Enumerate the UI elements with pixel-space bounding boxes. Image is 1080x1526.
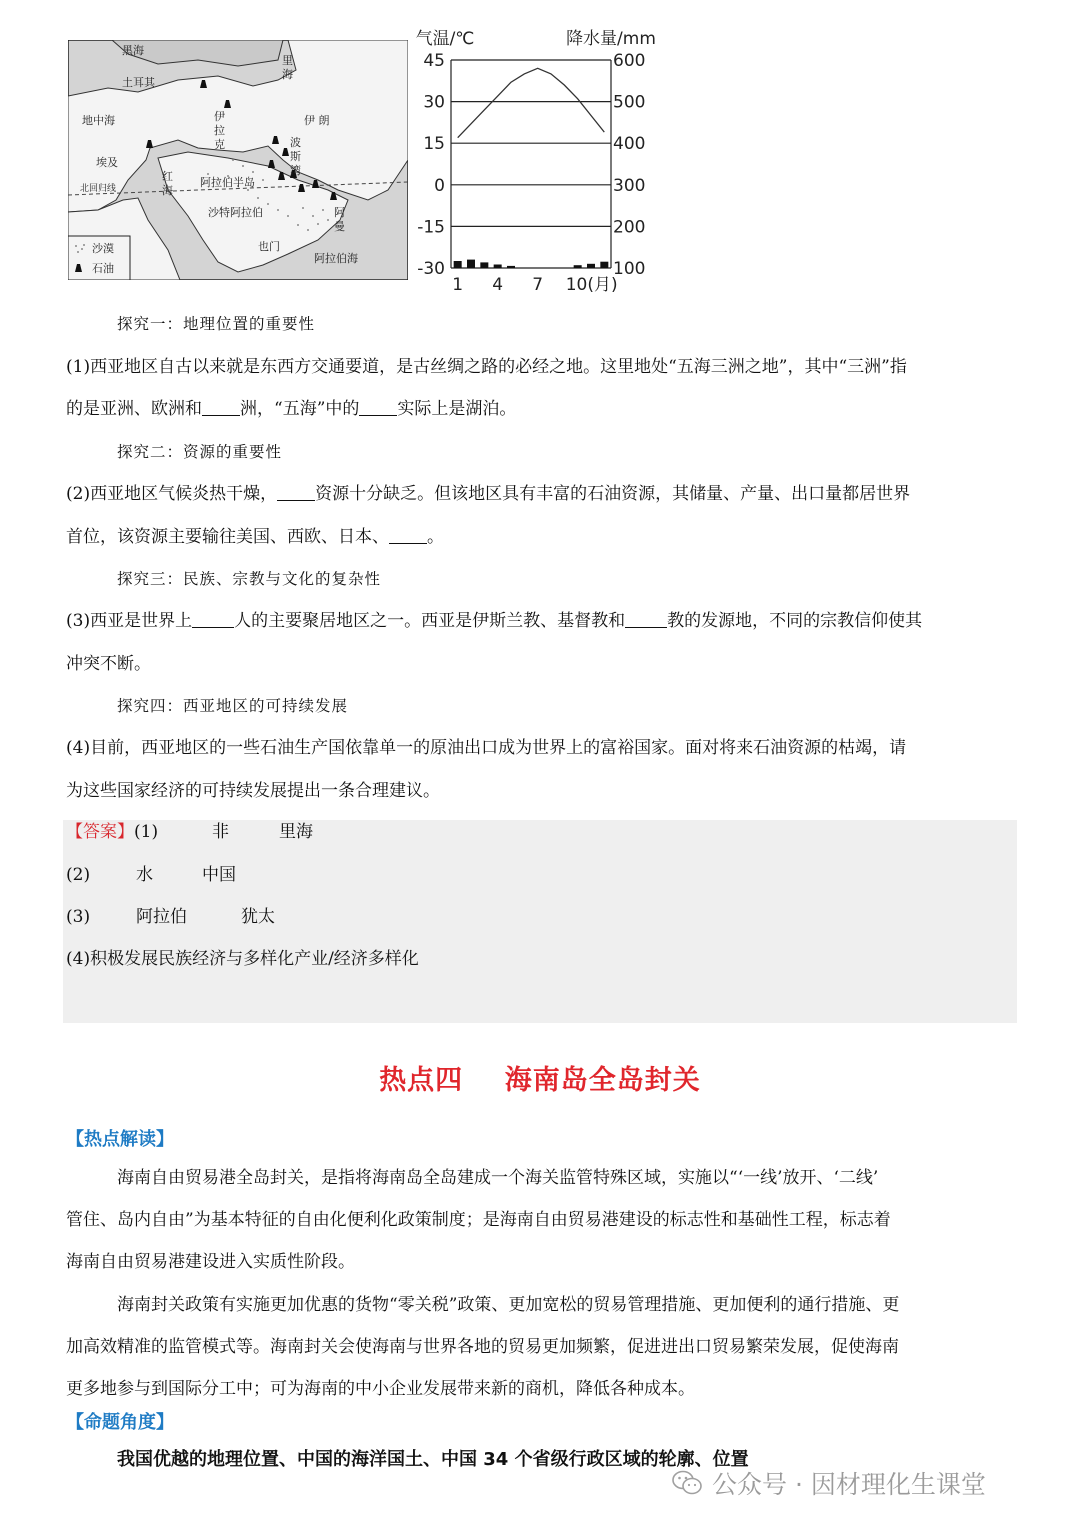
answer-tag: 【答案】 <box>66 822 134 842</box>
temp-tick-label: 0 <box>434 175 445 196</box>
proposition-angle-text: 我国优越的地理位置、中国的海洋国土、中国 34 个省级行政区域的轮廓、位置 <box>117 1449 749 1470</box>
answer-box <box>63 820 1017 1023</box>
q3-line2: 冲突不断。 <box>66 654 151 674</box>
hotspot-p1-line3: 海南自由贸易港建设进入实质性阶段。 <box>66 1252 355 1272</box>
answer-1-value-1: 非 <box>212 822 229 842</box>
map-label-yemen: 也门 <box>258 240 280 253</box>
watermark-text: 公众号 · 因材理化生课堂 <box>712 1470 986 1499</box>
answer-1-value-2: 里海 <box>279 822 313 842</box>
precip-bar <box>454 261 462 268</box>
map-label-mediterranean: 地中海 <box>82 114 115 127</box>
temp-tick-label: 30 <box>423 92 445 113</box>
blank-field[interactable] <box>359 399 397 416</box>
precip-tick-label: 400 <box>613 134 646 155</box>
q4-line2: 为这些国家经济的可持续发展提出一条合理建议。 <box>66 781 440 801</box>
q4-line1: (4)目前，西亚地区的一些石油生产国依靠单一的原油出口成为世界上的富裕国家。面对将来石油资源的枯竭，请 <box>66 738 907 758</box>
temp-tick-label: -15 <box>417 217 445 238</box>
west-asia-map <box>68 40 408 280</box>
answer-row-1: 【答案】(1) <box>66 822 159 842</box>
explore-2-title: 探究二：资源的重要性 <box>117 443 283 461</box>
precip-tick-label: 600 <box>613 51 646 71</box>
map-label-iraq: 伊拉克 <box>214 110 225 151</box>
hotspot-p2-line1: 海南封关政策有实施更加优惠的货物“零关税”政策、更加宽松的贸易管理措施、更加便利的通行措施、更 <box>117 1295 900 1315</box>
blank-field[interactable] <box>389 527 427 544</box>
q2-line2: 首位，该资源主要输往美国、西欧、日本、 。 <box>66 527 444 547</box>
q2-line1: (2)西亚地区气候炎热干燥， 资源十分缺乏。但该地区具有丰富的石油资源，其储量、产量、出口量都居世界 <box>66 484 911 504</box>
map-label-arabian-sea: 阿拉伯海 <box>314 252 358 265</box>
hotspot-title: 热点四 海南岛全岛封关 <box>379 1065 701 1096</box>
precip-axis-title: 降水量/mm <box>566 29 656 49</box>
q1-line1: (1)西亚地区自古以来就是东西方交通要道，是古丝绸之路的必经之地。这里地处“五海三洲之地”，其中“三洲”指 <box>66 357 907 377</box>
answer-2-num: (2) <box>66 865 91 885</box>
climate-chart <box>415 22 665 297</box>
precip-bar <box>494 265 502 269</box>
hotspot-p2-line3: 更多地参与到国际分工中；可为海南的中小企业发展带来新的商机，降低各种成本。 <box>66 1379 695 1399</box>
legend-oil: 石油 <box>92 262 114 275</box>
map-label-saudi: 沙特阿拉伯 <box>208 206 263 219</box>
temp-tick-label: 15 <box>423 134 445 155</box>
answer-3-num: (3) <box>66 907 91 927</box>
temp-tick-label: -30 <box>417 259 445 279</box>
hotspot-interpretation-tag: 【热点解读】 <box>66 1129 174 1150</box>
map-label-gulf: 波斯湾 <box>290 136 301 177</box>
precip-bar <box>574 265 582 268</box>
map-label-egypt: 埃及 <box>96 156 118 169</box>
precip-tick-label: 200 <box>613 217 646 238</box>
answer-3-value-2: 犹太 <box>241 907 275 927</box>
answer-4: (4)积极发展民族经济与多样化产业/经济多样化 <box>66 949 419 969</box>
x-tick-label: 4 <box>492 275 504 295</box>
explore-1-title: 探究一：地理位置的重要性 <box>117 315 316 333</box>
map-label-turkey: 土耳其 <box>122 76 155 89</box>
map-label-tropic: 北回归线 <box>80 184 117 194</box>
answer-2-value-1: 水 <box>136 865 153 885</box>
temp-axis-title: 气温/℃ <box>415 29 475 49</box>
legend-desert: 沙漠 <box>92 242 114 255</box>
x-tick-label: 10(月) <box>565 275 618 295</box>
hotspot-p1-line1: 海南自由贸易港全岛封关，是指将海南岛全岛建成一个海关监管特殊区域，实施以“‘一线’放开、‘二线’ <box>117 1168 879 1188</box>
x-tick-label: 1 <box>452 275 464 295</box>
precip-tick-label: 100 <box>613 259 646 279</box>
answer-2-value-2: 中国 <box>202 865 236 885</box>
blank-field[interactable] <box>625 611 667 628</box>
q3-line1: (3)西亚是世界上 人的主要聚居地区之一。西亚是伊斯兰教、基督教和 教的发源地，不同的宗教信仰使其 <box>66 611 923 631</box>
blank-field[interactable] <box>192 611 234 628</box>
proposition-angle-tag: 【命题角度】 <box>66 1412 174 1433</box>
precip-bar <box>480 262 488 268</box>
map-label-peninsula: 阿拉伯半岛 <box>200 176 255 189</box>
watermark <box>672 1463 986 1503</box>
precip-bar <box>467 260 475 268</box>
precip-tick-label: 500 <box>613 92 646 113</box>
precip-bar <box>600 262 608 268</box>
temperature-line <box>458 68 605 137</box>
hotspot-p1-line2: 管住、岛内自由”为基本特征的自由化便利化政策制度；是海南自由贸易港建设的标志性和基础性工程，标志着 <box>66 1210 891 1230</box>
map-label-red-sea: 红海 <box>162 170 173 197</box>
precip-tick-label: 300 <box>613 175 646 196</box>
map-label-oman: 阿曼 <box>334 206 345 233</box>
map-label-black-sea: 黑海 <box>122 44 144 57</box>
precip-bar <box>507 266 515 268</box>
explore-3-title: 探究三：民族、宗教与文化的复杂性 <box>117 570 382 588</box>
blank-field[interactable] <box>277 484 315 501</box>
precip-bar <box>587 264 595 268</box>
blank-field[interactable] <box>202 399 240 416</box>
map-label-iran: 伊 朗 <box>304 114 330 127</box>
temp-tick-label: 45 <box>423 51 445 71</box>
q1-line2: 的是亚洲、欧洲和 洲，“五海”中的 实际上是湖泊。 <box>66 399 517 419</box>
explore-4-title: 探究四：西亚地区的可持续发展 <box>117 697 349 715</box>
x-tick-label: 7 <box>532 275 544 295</box>
wechat-icon <box>672 1470 702 1496</box>
answer-3-value-1: 阿拉伯 <box>136 907 187 927</box>
hotspot-p2-line2: 加高效精准的监管模式等。海南封关会使海南与世界各地的贸易更加频繁，促进进出口贸易繁荣发展，促使海南 <box>66 1337 899 1357</box>
map-label-caspian: 里海 <box>282 54 293 81</box>
